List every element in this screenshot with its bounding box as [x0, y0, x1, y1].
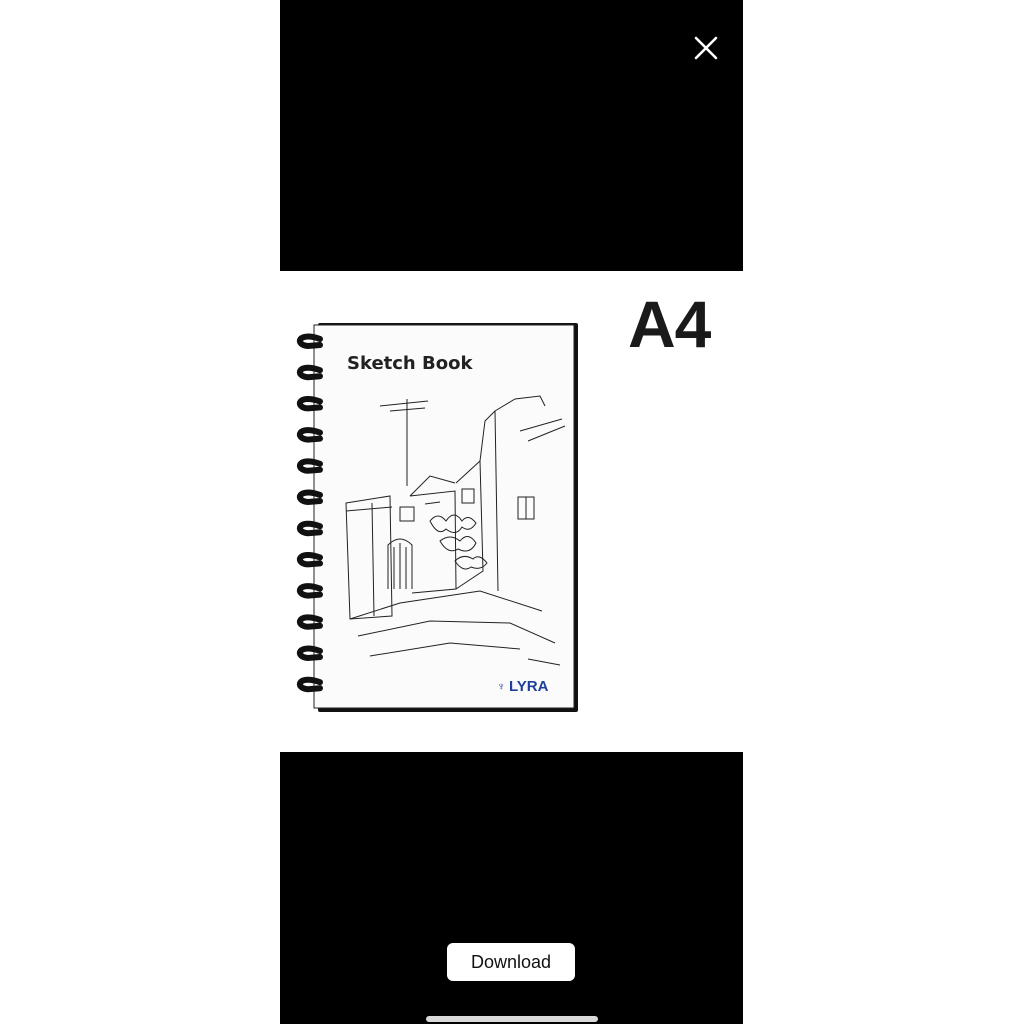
close-button[interactable]	[690, 32, 722, 64]
lyra-logo-mark: ♆	[497, 681, 506, 693]
size-label: A4	[628, 287, 711, 361]
image-viewer	[280, 0, 743, 1024]
cover-title: Sketch Book	[347, 353, 473, 374]
product-photo	[280, 271, 743, 752]
close-icon	[690, 32, 722, 64]
brand-name: LYRA	[509, 678, 549, 695]
lyra-logo	[497, 678, 549, 695]
home-indicator	[426, 1016, 598, 1022]
download-button[interactable]: Download	[447, 943, 575, 981]
front-cover	[314, 325, 574, 708]
